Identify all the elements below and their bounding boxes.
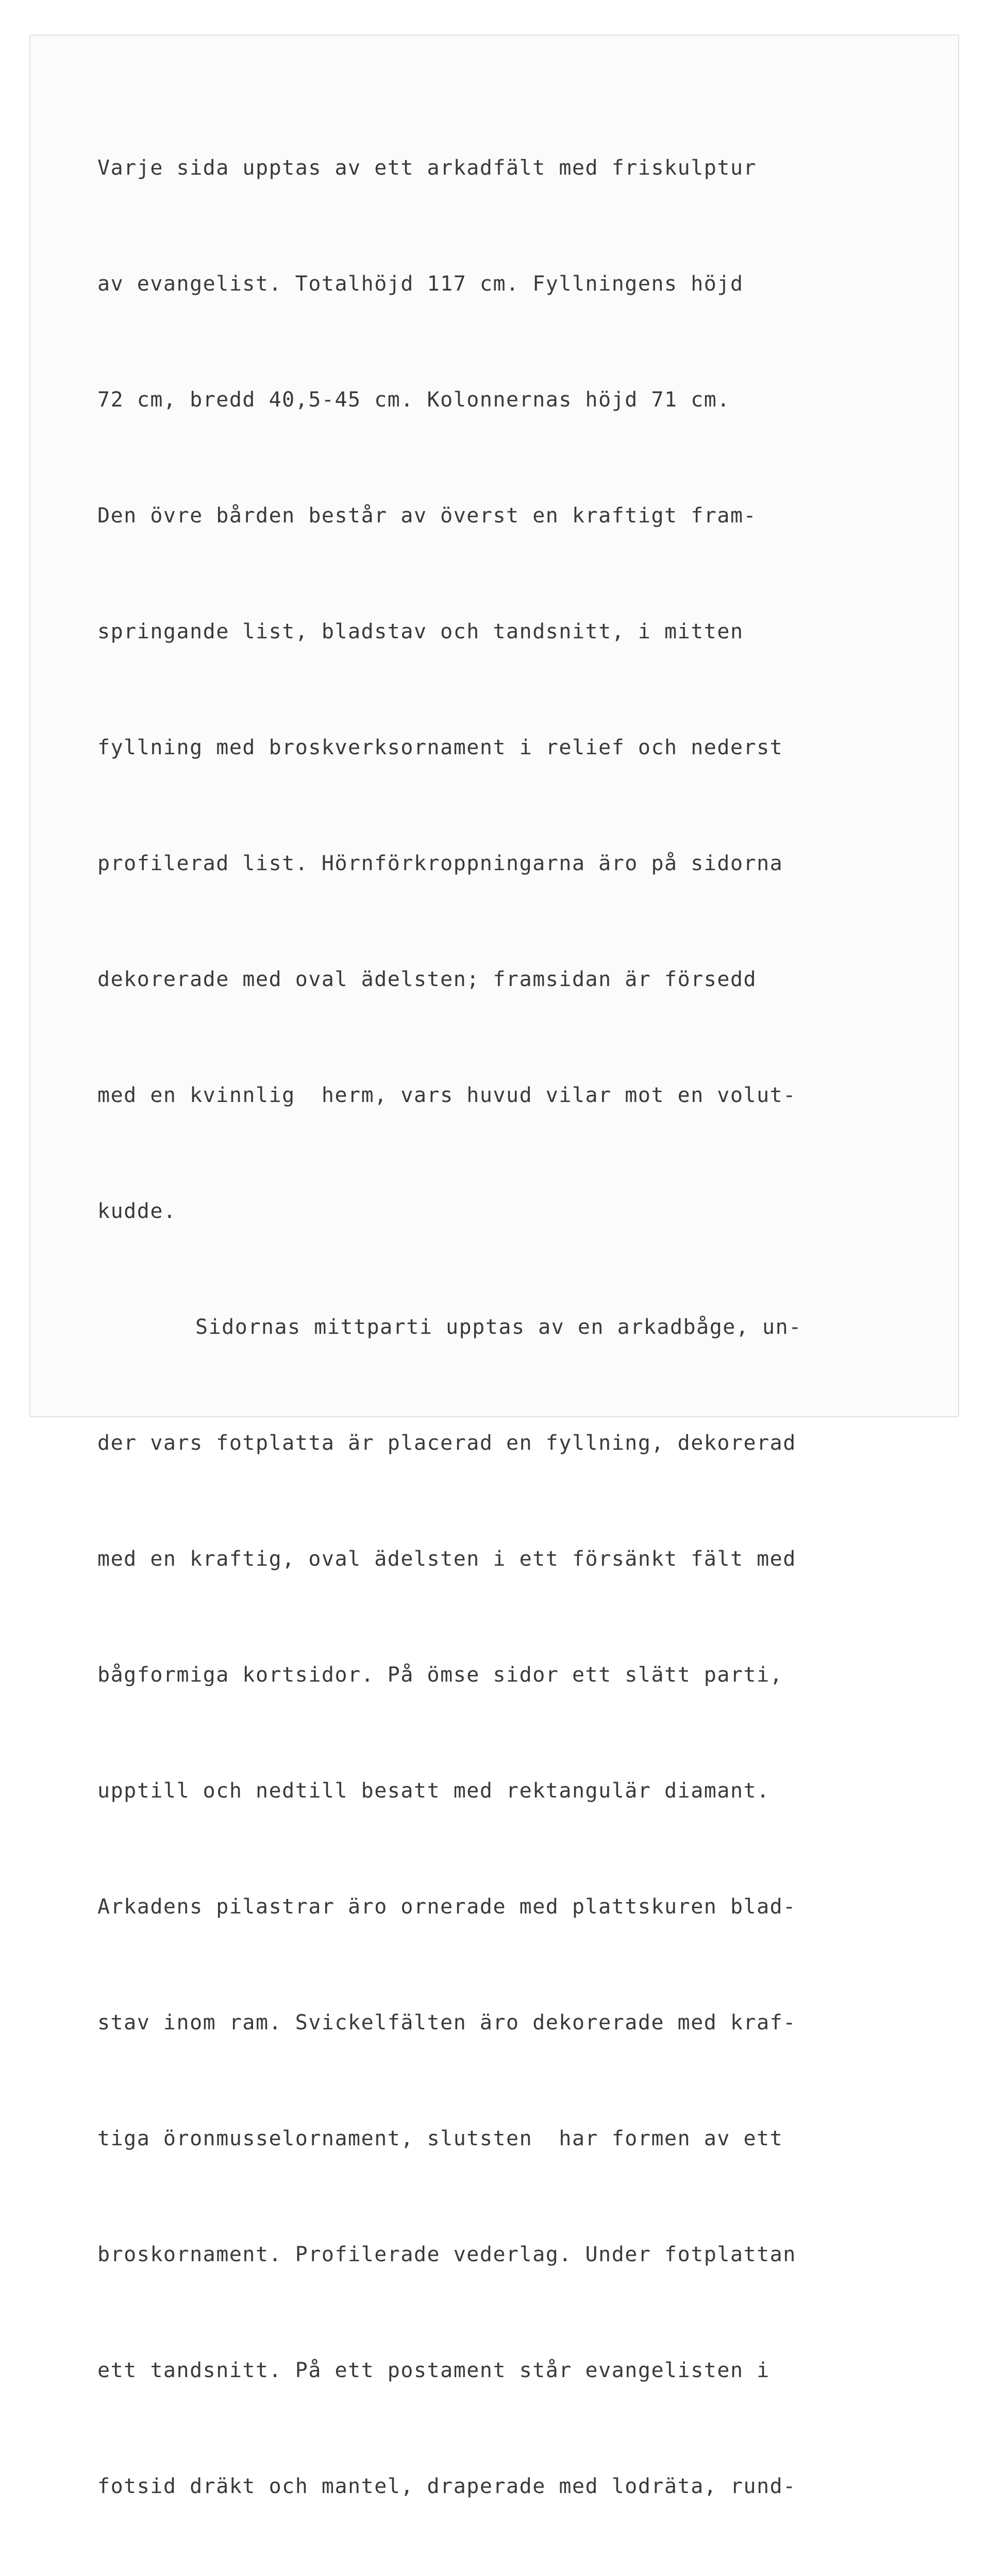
text-line: fotsid dräkt och mantel, draperade med lodräta, rund- — [97, 2475, 796, 2498]
text-line: tiga öronmusselornament, slutsten har formen av ett — [97, 2127, 783, 2150]
text-line: ett tandsnitt. På ett postament står evangelisten i — [97, 2359, 770, 2382]
text-line: stav inom ram. Svickelfälten äro dekorerade med kraf- — [97, 2011, 796, 2035]
paragraph-start-line: Sidornas mittparti upptas av en arkadbåge, un- — [195, 1315, 802, 1339]
text-line: kudde. — [97, 1199, 177, 1223]
text-line: profilerad list. Hörnförkroppningarna äro på sidorna — [97, 852, 783, 875]
text-line: Varje sida upptas av ett arkadfält med friskulptur — [97, 156, 757, 180]
text-line: Arkadens pilastrar äro ornerade med plattskuren blad- — [97, 1895, 796, 1919]
text-line: fyllning med broskverksornament i relief och nederst — [97, 736, 783, 759]
text-line: broskornament. Profilerade vederlag. Under fotplattan — [97, 2243, 796, 2266]
text-line: av evangelist. Totalhöjd 117 cm. Fyllningens höjd — [97, 272, 744, 296]
text-line: med en kraftig, oval ädelsten i ett försänkt fält med — [97, 1547, 796, 1571]
text-line: upptill och nedtill besatt med rektangulär diamant. — [97, 1779, 770, 1803]
text-line: dekorerade med oval ädelsten; framsidan är försedd — [97, 968, 757, 991]
typed-text-body — [97, 72, 953, 2576]
text-line: springande list, bladstav och tandsnitt, i mitten — [97, 620, 744, 643]
text-line: med en kvinnlig herm, vars huvud vilar mot en volut- — [97, 1083, 796, 1107]
typewritten-page — [30, 35, 959, 2498]
text-line: der vars fotplatta är placerad en fyllning, dekorerad — [97, 1431, 796, 1455]
text-line: Den övre bården består av överst en kraftigt fram- — [97, 504, 757, 528]
text-line: bågformiga kortsidor. På ömse sidor ett slätt parti, — [97, 1663, 783, 1687]
text-line: 72 cm, bredd 40,5-45 cm. Kolonnernas höjd 71 cm. — [97, 388, 730, 412]
